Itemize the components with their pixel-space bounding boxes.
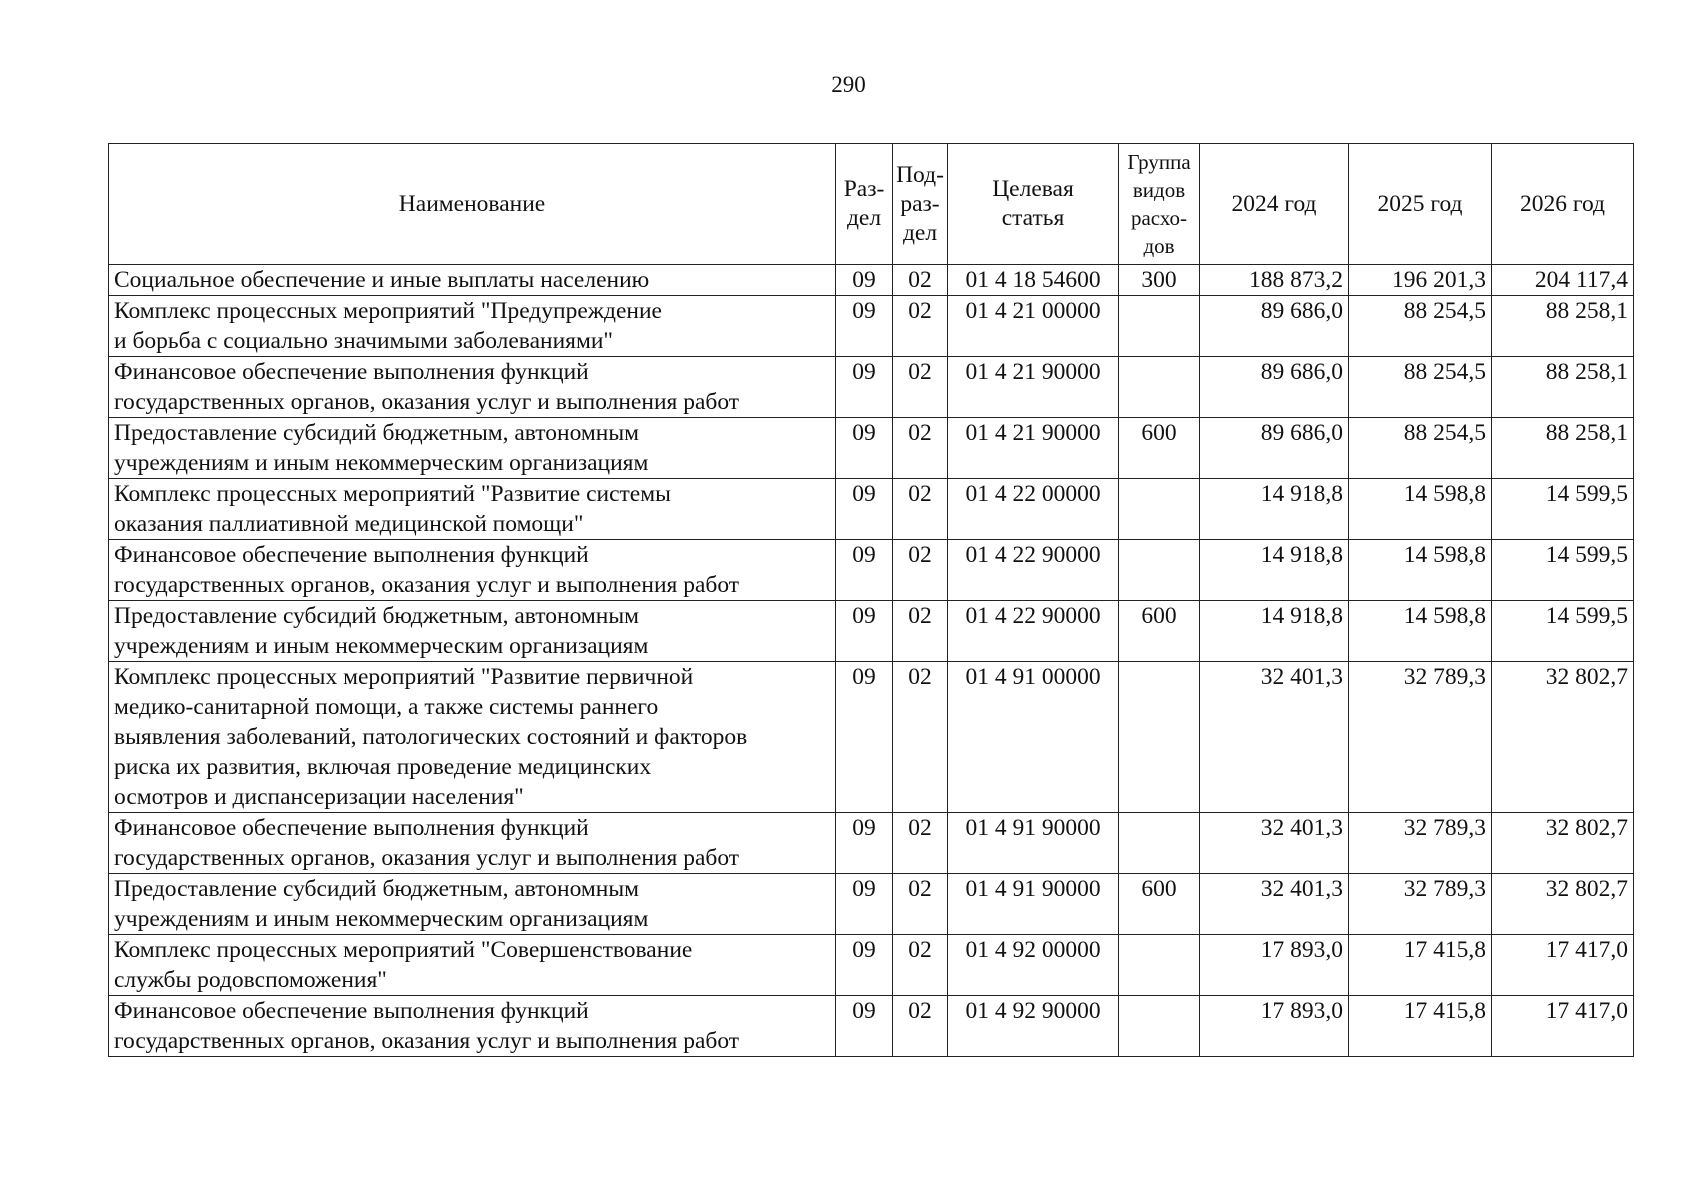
cell-2026: 14 599,5: [1492, 479, 1634, 540]
cell-podrazdel: 02: [893, 996, 948, 1057]
cell-celevaya-statya: 01 4 22 90000: [948, 601, 1119, 662]
cell-2026: 17 417,0: [1492, 996, 1634, 1057]
cell-2025: 17 415,8: [1349, 996, 1492, 1057]
cell-2024: 32 401,3: [1200, 662, 1349, 813]
cell-name: Комплекс процессных мероприятий "Совершенствование службы родовспоможения": [109, 935, 836, 996]
table-row: [109, 662, 1634, 813]
cell-razdel: 09: [836, 296, 893, 357]
cell-podrazdel: 02: [893, 601, 948, 662]
cell-razdel: 09: [836, 935, 893, 996]
cell-celevaya-statya: 01 4 92 90000: [948, 996, 1119, 1057]
cell-2024: 32 401,3: [1200, 874, 1349, 935]
cell-2024: 17 893,0: [1200, 996, 1349, 1057]
cell-2025: 14 598,8: [1349, 540, 1492, 601]
cell-2026: 14 599,5: [1492, 601, 1634, 662]
cell-name: Социальное обеспечение и иные выплаты населению: [109, 265, 836, 296]
cell-celevaya-statya: 01 4 22 90000: [948, 540, 1119, 601]
cell-gruppa: 600: [1119, 601, 1200, 662]
header-podrazdel: Под- раз- дел: [893, 144, 948, 265]
header-name: Наименование: [109, 144, 836, 265]
table-row: [109, 479, 1634, 540]
cell-2026: 32 802,7: [1492, 874, 1634, 935]
cell-podrazdel: 02: [893, 357, 948, 418]
cell-celevaya-statya: 01 4 91 00000: [948, 662, 1119, 813]
cell-2024: 89 686,0: [1200, 357, 1349, 418]
cell-podrazdel: 02: [893, 418, 948, 479]
cell-podrazdel: 02: [893, 540, 948, 601]
cell-2025: 32 789,3: [1349, 874, 1492, 935]
cell-podrazdel: 02: [893, 265, 948, 296]
cell-celevaya-statya: 01 4 22 00000: [948, 479, 1119, 540]
cell-name: Предоставление субсидий бюджетным, автономным учреждениям и иным некоммерческим организациям: [109, 874, 836, 935]
cell-2024: 32 401,3: [1200, 813, 1349, 874]
cell-name: Финансовое обеспечение выполнения функций государственных органов, оказания услуг и выполнения работ: [109, 996, 836, 1057]
cell-2025: 17 415,8: [1349, 935, 1492, 996]
header-gruppa-vidov-rashodov: Группа видов расхо- дов: [1119, 144, 1200, 265]
cell-gruppa: [1119, 357, 1200, 418]
cell-2024: 188 873,2: [1200, 265, 1349, 296]
cell-name: Финансовое обеспечение выполнения функций государственных органов, оказания услуг и выполнения работ: [109, 357, 836, 418]
cell-name: Комплекс процессных мероприятий "Развитие первичной медико-санитарной помощи, а также системы раннего выявления заболеваний, патологических состояний и факторов риска их развития, включая проведение медицинских осмотров и диспансеризации населения": [109, 662, 836, 813]
cell-2026: 204 117,4: [1492, 265, 1634, 296]
cell-podrazdel: 02: [893, 813, 948, 874]
cell-celevaya-statya: 01 4 92 00000: [948, 935, 1119, 996]
table-row: [109, 935, 1634, 996]
cell-razdel: 09: [836, 874, 893, 935]
cell-2024: 89 686,0: [1200, 296, 1349, 357]
cell-2026: 17 417,0: [1492, 935, 1634, 996]
cell-gruppa: 600: [1119, 418, 1200, 479]
cell-razdel: 09: [836, 479, 893, 540]
cell-2025: 32 789,3: [1349, 813, 1492, 874]
cell-name: Предоставление субсидий бюджетным, автономным учреждениям и иным некоммерческим организациям: [109, 418, 836, 479]
cell-2025: 88 254,5: [1349, 357, 1492, 418]
cell-2026: 88 258,1: [1492, 418, 1634, 479]
cell-razdel: 09: [836, 265, 893, 296]
cell-2025: 32 789,3: [1349, 662, 1492, 813]
table-row: [109, 813, 1634, 874]
cell-2024: 89 686,0: [1200, 418, 1349, 479]
table-row: [109, 418, 1634, 479]
cell-razdel: 09: [836, 601, 893, 662]
cell-name: Предоставление субсидий бюджетным, автономным учреждениям и иным некоммерческим организациям: [109, 601, 836, 662]
cell-celevaya-statya: 01 4 21 00000: [948, 296, 1119, 357]
cell-podrazdel: 02: [893, 935, 948, 996]
table-body: [109, 265, 1634, 1057]
cell-razdel: 09: [836, 662, 893, 813]
cell-celevaya-statya: 01 4 21 90000: [948, 357, 1119, 418]
table-row: [109, 996, 1634, 1057]
cell-name: Финансовое обеспечение выполнения функций государственных органов, оказания услуг и выполнения работ: [109, 813, 836, 874]
cell-name: Комплекс процессных мероприятий "Предупреждение и борьба с социально значимыми заболеваниями": [109, 296, 836, 357]
cell-2026: 88 258,1: [1492, 296, 1634, 357]
cell-gruppa: [1119, 662, 1200, 813]
cell-gruppa: [1119, 296, 1200, 357]
cell-2026: 32 802,7: [1492, 813, 1634, 874]
cell-gruppa: [1119, 935, 1200, 996]
cell-2024: 14 918,8: [1200, 601, 1349, 662]
table-row: [109, 874, 1634, 935]
cell-celevaya-statya: 01 4 18 54600: [948, 265, 1119, 296]
cell-2026: 32 802,7: [1492, 662, 1634, 813]
header-2026: 2026 год: [1492, 144, 1634, 265]
cell-2025: 88 254,5: [1349, 296, 1492, 357]
cell-2024: 14 918,8: [1200, 540, 1349, 601]
cell-2026: 14 599,5: [1492, 540, 1634, 601]
header-2025: 2025 год: [1349, 144, 1492, 265]
cell-name: Комплекс процессных мероприятий "Развитие системы оказания паллиативной медицинской помощи": [109, 479, 836, 540]
cell-podrazdel: 02: [893, 296, 948, 357]
cell-celevaya-statya: 01 4 21 90000: [948, 418, 1119, 479]
cell-2025: 14 598,8: [1349, 601, 1492, 662]
cell-2025: 14 598,8: [1349, 479, 1492, 540]
table-row: [109, 601, 1634, 662]
cell-razdel: 09: [836, 540, 893, 601]
cell-podrazdel: 02: [893, 479, 948, 540]
cell-gruppa: 300: [1119, 265, 1200, 296]
cell-2024: 17 893,0: [1200, 935, 1349, 996]
cell-celevaya-statya: 01 4 91 90000: [948, 813, 1119, 874]
cell-2025: 196 201,3: [1349, 265, 1492, 296]
cell-gruppa: [1119, 540, 1200, 601]
table-row: [109, 296, 1634, 357]
cell-name: Финансовое обеспечение выполнения функций государственных органов, оказания услуг и выполнения работ: [109, 540, 836, 601]
header-2024: 2024 год: [1200, 144, 1349, 265]
table-row: [109, 540, 1634, 601]
cell-razdel: 09: [836, 813, 893, 874]
header-celevaya-statya: Целевая статья: [948, 144, 1119, 265]
cell-gruppa: [1119, 813, 1200, 874]
page-number: 290: [831, 72, 866, 97]
cell-razdel: 09: [836, 418, 893, 479]
cell-gruppa: [1119, 479, 1200, 540]
cell-gruppa: 600: [1119, 874, 1200, 935]
table-row: [109, 357, 1634, 418]
cell-podrazdel: 02: [893, 874, 948, 935]
budget-table: [108, 143, 1634, 1057]
cell-2025: 88 254,5: [1349, 418, 1492, 479]
cell-razdel: 09: [836, 357, 893, 418]
cell-2026: 88 258,1: [1492, 357, 1634, 418]
cell-razdel: 09: [836, 996, 893, 1057]
header-razdel: Раз- дел: [836, 144, 893, 265]
cell-podrazdel: 02: [893, 662, 948, 813]
table-header: [109, 144, 1634, 265]
cell-2024: 14 918,8: [1200, 479, 1349, 540]
table-row: [109, 265, 1634, 296]
cell-celevaya-statya: 01 4 91 90000: [948, 874, 1119, 935]
cell-gruppa: [1119, 996, 1200, 1057]
